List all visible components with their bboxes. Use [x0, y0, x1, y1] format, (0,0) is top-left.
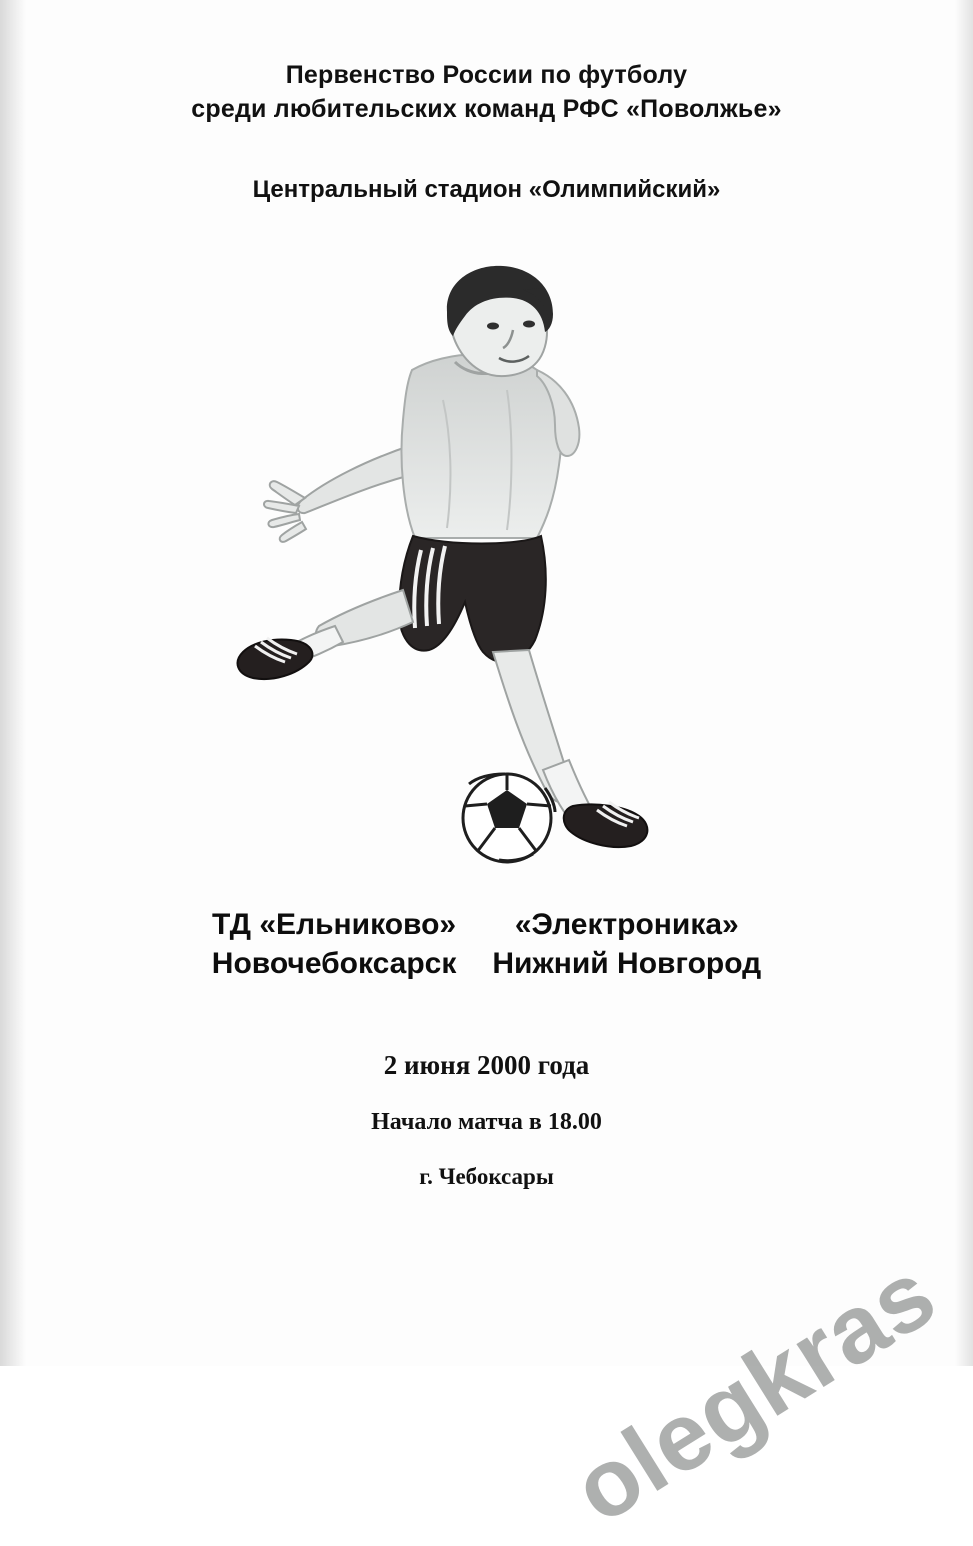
match-city: г. Чебоксары — [419, 1164, 554, 1189]
home-team-city: Новочебоксарск — [211, 947, 457, 980]
away-team — [492, 905, 761, 983]
home-team — [212, 905, 457, 983]
competition-title-line-2: среди любительских команд РФС «Поволжье» — [191, 95, 782, 123]
player-left-arm — [263, 445, 411, 542]
home-team-name: ТД «Ельниково» — [212, 908, 457, 941]
away-team-city: Нижний Новгород — [492, 947, 762, 980]
match-info — [0, 1050, 973, 1190]
match-kickoff-time: Начало матча в 18.00 — [371, 1109, 602, 1135]
competition-title-line-1: Первенство России по футболу — [285, 61, 688, 89]
player-torso — [401, 354, 579, 538]
footballer-illustration — [0, 250, 973, 890]
player-back-leg — [237, 590, 412, 679]
match-date: 2 июня 2000 года — [383, 1050, 590, 1080]
player-shorts — [399, 536, 546, 662]
page-header — [0, 58, 973, 126]
soccer-ball-icon — [463, 774, 555, 862]
venue-name: Центральный стадион «Олимпийский» — [252, 176, 721, 203]
watermark-text: olegkras — [555, 1239, 954, 1544]
teams-row — [0, 905, 973, 983]
away-team-name: «Электроника» — [514, 908, 739, 941]
